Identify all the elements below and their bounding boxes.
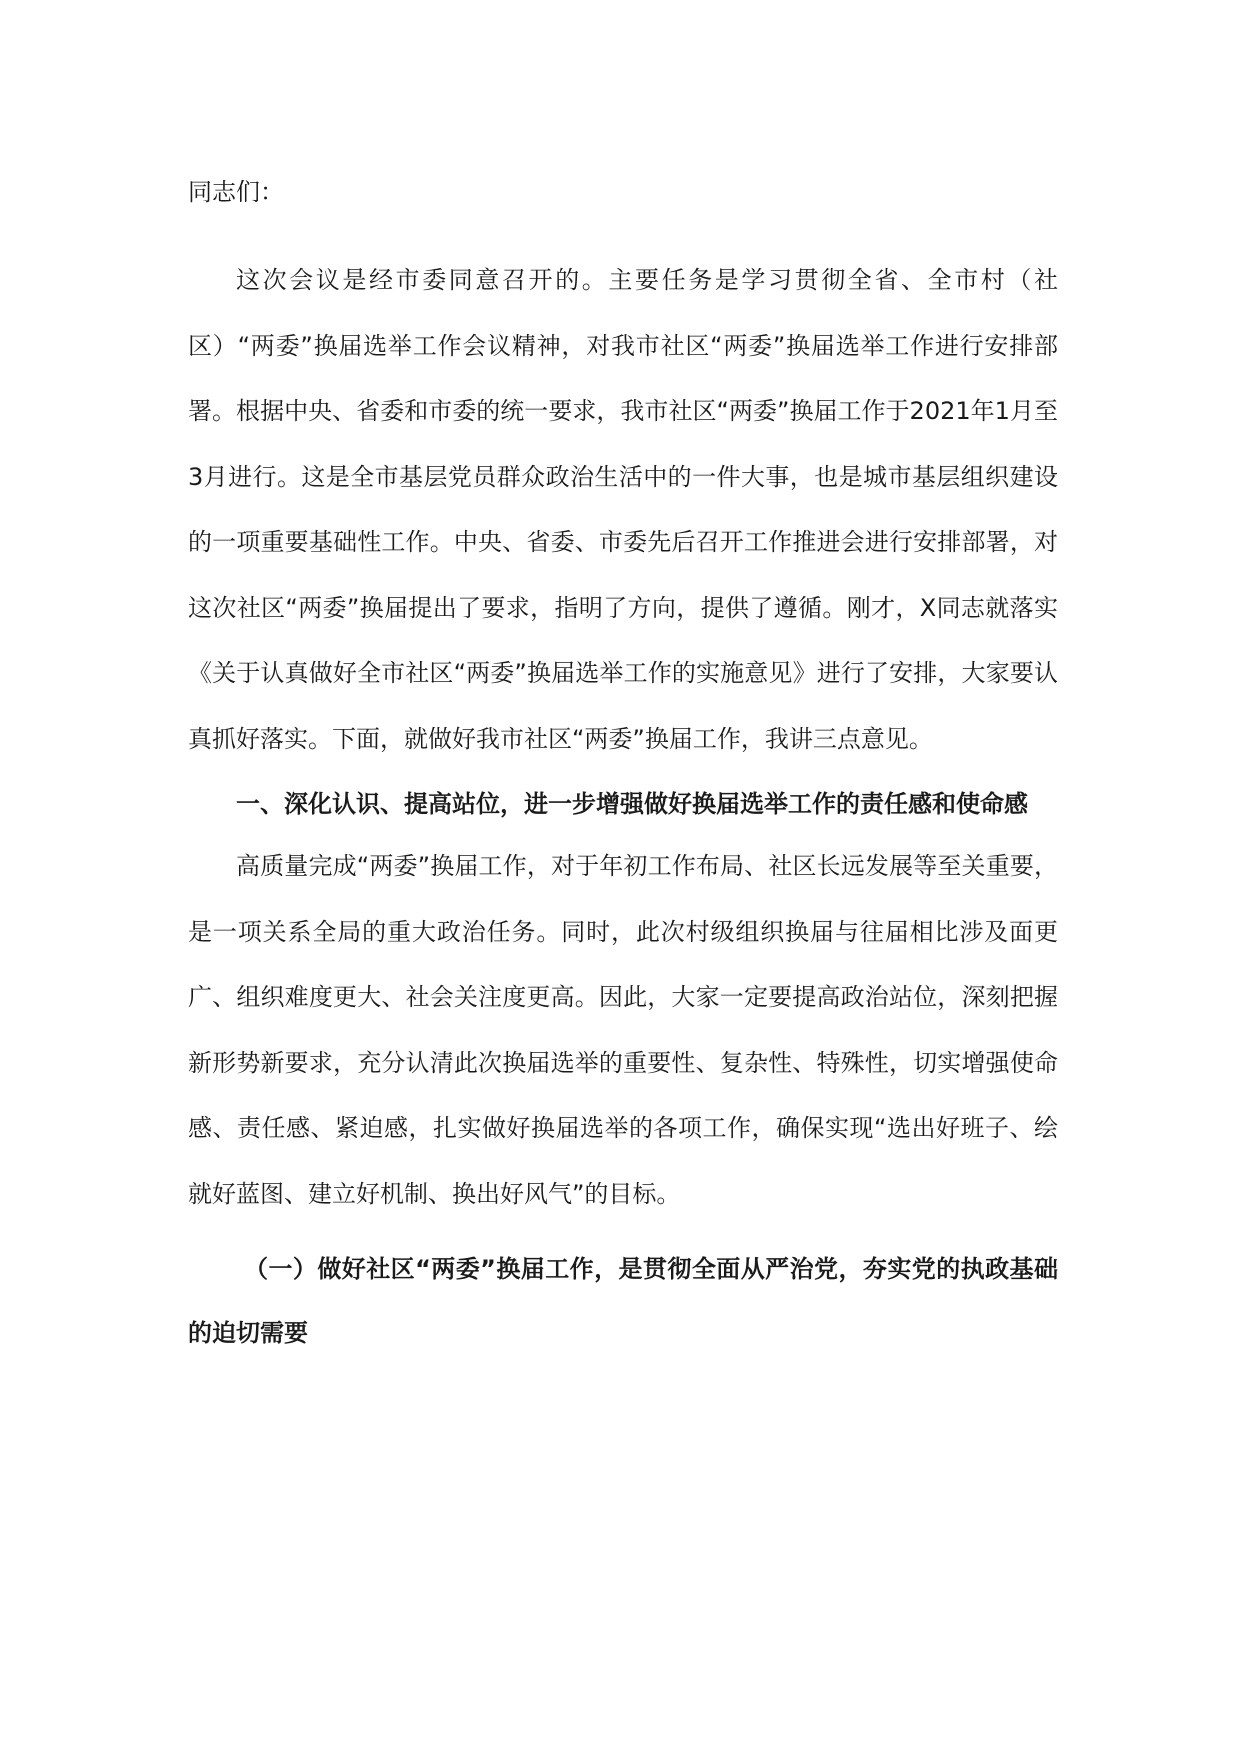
document-page — [188, 176, 1058, 1365]
subsection-heading-1: （一）做好社区“两委”换届工作，是贯彻全面从严治党，夯实党的执政基础的迫切需要 — [188, 1255, 1058, 1347]
section-heading-1: 一、深化认识、提高站位，进一步增强做好换届选举工作的责任感和使命感 — [236, 790, 1028, 818]
paragraph-section-1: 高质量完成“两委”换届工作，对于年初工作布局、社区长远发展等至关重要，是一项关系全局的重大政治任务。同时，此次村级组织换届与往届相比涉及面更广、组织难度更大、社会关注度更高。因此，大家一定要提高政治站位，深刻把握新形势新要求，充分认清此次换届选举的重要性、复杂性、特殊性，切实增强使命感、责任感、紧迫感，扎实做好换届选举的各项工作，确保实现“选出好班子、绘就好蓝图、建立好机制、换出好风气”的目标。 — [188, 852, 1058, 1208]
salutation: 同志们： — [188, 178, 284, 206]
paragraph-intro: 这次会议是经市委同意召开的。主要任务是学习贯彻全省、全市村（社区）“两委”换届选举工作会议精神，对我市社区“两委”换届选举工作进行安排部署。根据中央、省委和市委的统一要求，我市社区“两委”换届工作于2021年1月至3月进行。这是全市基层党员群众政治生活中的一件大事，也是城市基层组织建设的一项重要基础性工作。中央、省委、市委先后召开工作推进会进行安排部署，对这次社区“两委”换届提出了要求，指明了方向，提供了遵循。刚才，X同志就落实《关于认真做好全市社区“两委”换届选举工作的实施意见》进行了安排，大家要认真抓好落实。下面，就做好我市社区“两委”换届工作，我讲三点意见。 — [188, 266, 1058, 753]
